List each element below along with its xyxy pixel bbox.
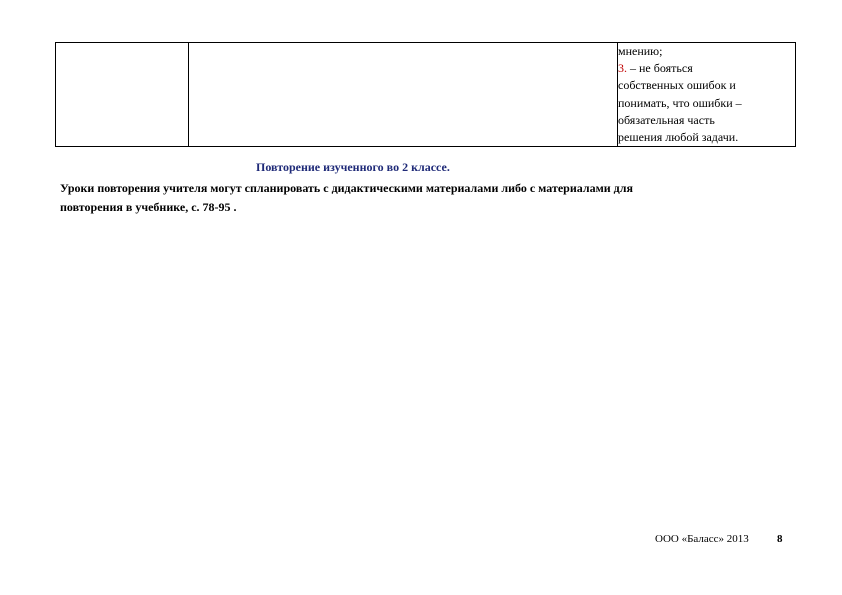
body-paragraph bbox=[60, 179, 750, 217]
content-table bbox=[55, 42, 796, 147]
cell-line: обязательная часть bbox=[618, 112, 715, 127]
cell-line-numbered bbox=[618, 60, 795, 77]
cell-line: понимать, что ошибки – bbox=[618, 95, 742, 110]
footer-publisher: ООО «Баласс» 2013 bbox=[655, 533, 749, 545]
table-cell-empty-1 bbox=[56, 43, 189, 147]
table-cell-empty-2 bbox=[189, 43, 618, 147]
table-cell-text bbox=[618, 43, 796, 147]
cell-line-text: – не бояться bbox=[630, 61, 693, 76]
cell-line: мнению; bbox=[618, 44, 663, 58]
cell-line: собственных ошибок и bbox=[618, 78, 736, 93]
paragraph-line-2: повторения в учебнике, с. 78-95 . bbox=[60, 200, 237, 214]
paragraph-line-1: Уроки повторения учителя могут спланировать с дидактическими материалами либо с материалами для bbox=[60, 181, 633, 195]
cell-line: решения любой задачи. bbox=[618, 130, 739, 145]
page-number: 8 bbox=[777, 533, 783, 545]
section-heading: Повторение изученного во 2 классе. bbox=[256, 160, 450, 174]
table-row bbox=[56, 43, 796, 147]
item-number: 3. bbox=[618, 61, 627, 76]
